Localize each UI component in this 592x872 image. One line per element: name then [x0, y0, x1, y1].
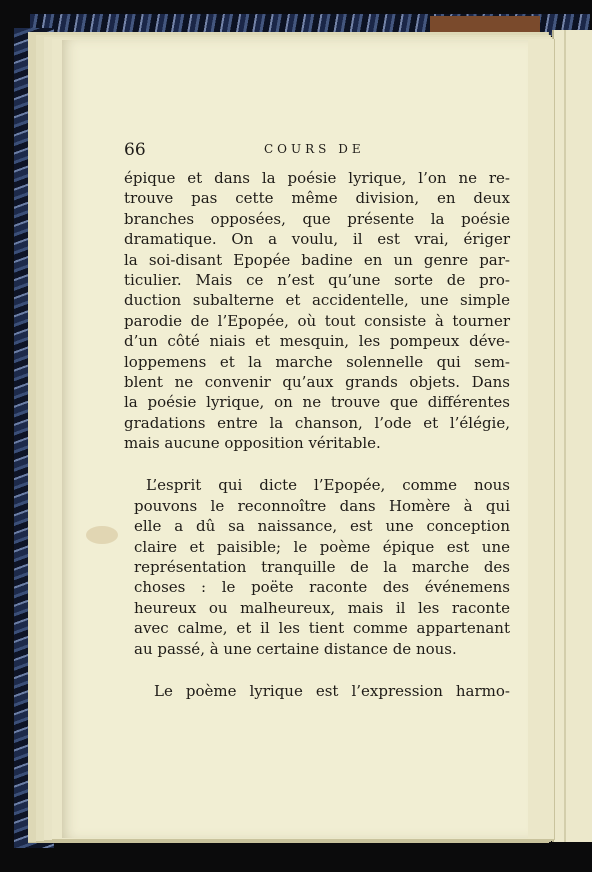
text-line: pouvons le reconnoître dans Homère à qui	[134, 496, 510, 515]
text-line: la soi-disant Epopée badine en un genre par-	[124, 250, 510, 269]
text-line: la poésie lyrique, on ne trouve que différentes	[124, 393, 510, 412]
paragraph	[124, 681, 510, 701]
paragraph	[124, 168, 510, 453]
text-line: avec calme, et il les tient comme appartenant	[134, 619, 510, 638]
text-line: heureux ou malheureux, mais il les raconte	[134, 598, 510, 617]
paragraph	[124, 475, 510, 495]
page-header	[124, 140, 508, 168]
paragraph-continued	[124, 496, 510, 659]
page-text	[124, 140, 510, 701]
text-line: blent ne convenir qu’aux grands objets. Dans	[124, 372, 510, 391]
text-line: L’esprit qui dicte l’Epopée, comme nous	[146, 476, 510, 495]
text-line: claire et paisible; le poème épique est une	[134, 537, 510, 556]
facing-page-edge	[552, 30, 592, 842]
foxing-stain	[86, 526, 118, 544]
page-number: 66	[124, 140, 146, 160]
text-line: dramatique. On a voulu, il est vrai, ériger	[124, 230, 510, 249]
text-line: épique et dans la poésie lyrique, l’on ne re-	[124, 169, 510, 187]
text-line: branches opposées, que présente la poésie	[124, 209, 510, 228]
text-line: gradations entre la chanson, l’ode et l’élégie,	[124, 413, 510, 432]
text-line: Le poème lyrique est l’expression harmo-	[154, 681, 510, 700]
text-line: parodie de l’Epopée, où tout consiste à tourner	[124, 311, 510, 330]
text-line: d’un côté niais et mesquin, les pompeux déve-	[124, 332, 510, 351]
text-line: ticulier. Mais ce n’est qu’une sorte de pro-	[124, 270, 510, 289]
text-line: représentation tranquille de la marche des	[134, 558, 510, 577]
text-line: trouve pas cette même division, en deux	[124, 189, 510, 208]
text-line: elle a dû sa naissance, est une conception	[134, 517, 510, 536]
running-head: COURS DE	[264, 142, 365, 156]
text-line: choses : le poëte raconte des événemens	[134, 578, 510, 597]
text-line: mais aucune opposition véritable.	[124, 434, 381, 453]
text-line: loppemens et la marche solennelle qui sem-	[124, 352, 510, 371]
text-line: duction subalterne et accidentelle, une simple	[124, 291, 510, 310]
text-line: au passé, à une certaine distance de nous.	[134, 639, 457, 658]
